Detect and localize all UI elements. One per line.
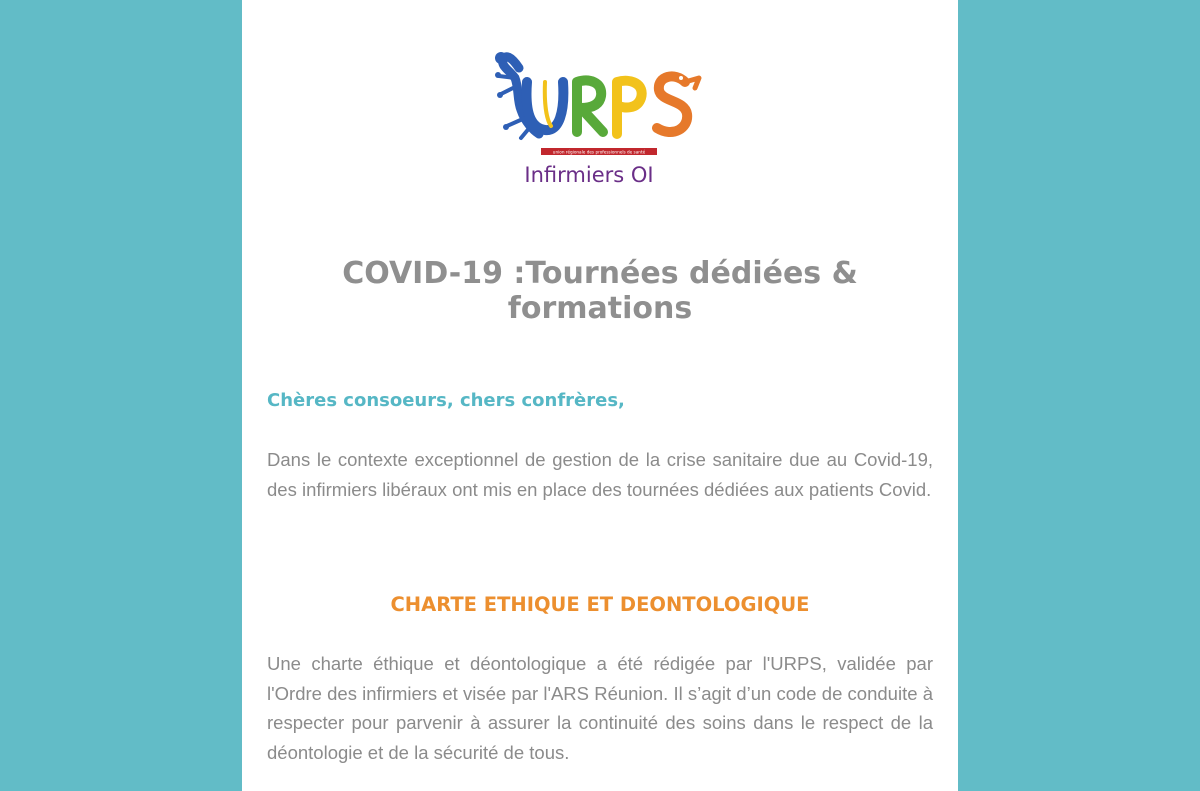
greeting: Chères consoeurs, chers confrères, <box>267 390 625 411</box>
section-title: CHARTE ETHIQUE ET DEONTOLOGIQUE <box>390 593 810 616</box>
seahorse-icon <box>657 76 699 132</box>
logo-subtitle: Infirmiers OI <box>524 163 654 187</box>
charter-paragraph: Une charte éthique et déontologique a été rédigée par l'URPS, validée par l'Ordre des infirmiers et visée par l'ARS Réunion. Il s’agit d’un code de conduite à respecter pour parvenir à assurer la continuité des soins dans le respect de la déontologie et de la sécurité de tous. <box>267 653 933 763</box>
newsletter-card <box>242 0 958 791</box>
newsletter-title: COVID-19 :Tournées dédiées & formations <box>342 256 858 326</box>
logo-tagline: union régionale des professionnels de santé <box>552 149 646 155</box>
intro-paragraph: Dans le contexte exceptionnel de gestion de la crise sanitaire due au Covid-19, des infirmiers libéraux ont mis en place des tournées dédiées aux patients Covid. <box>267 449 933 500</box>
urps-logo[interactable] <box>489 48 711 190</box>
urps-logo-graphic <box>489 48 711 190</box>
